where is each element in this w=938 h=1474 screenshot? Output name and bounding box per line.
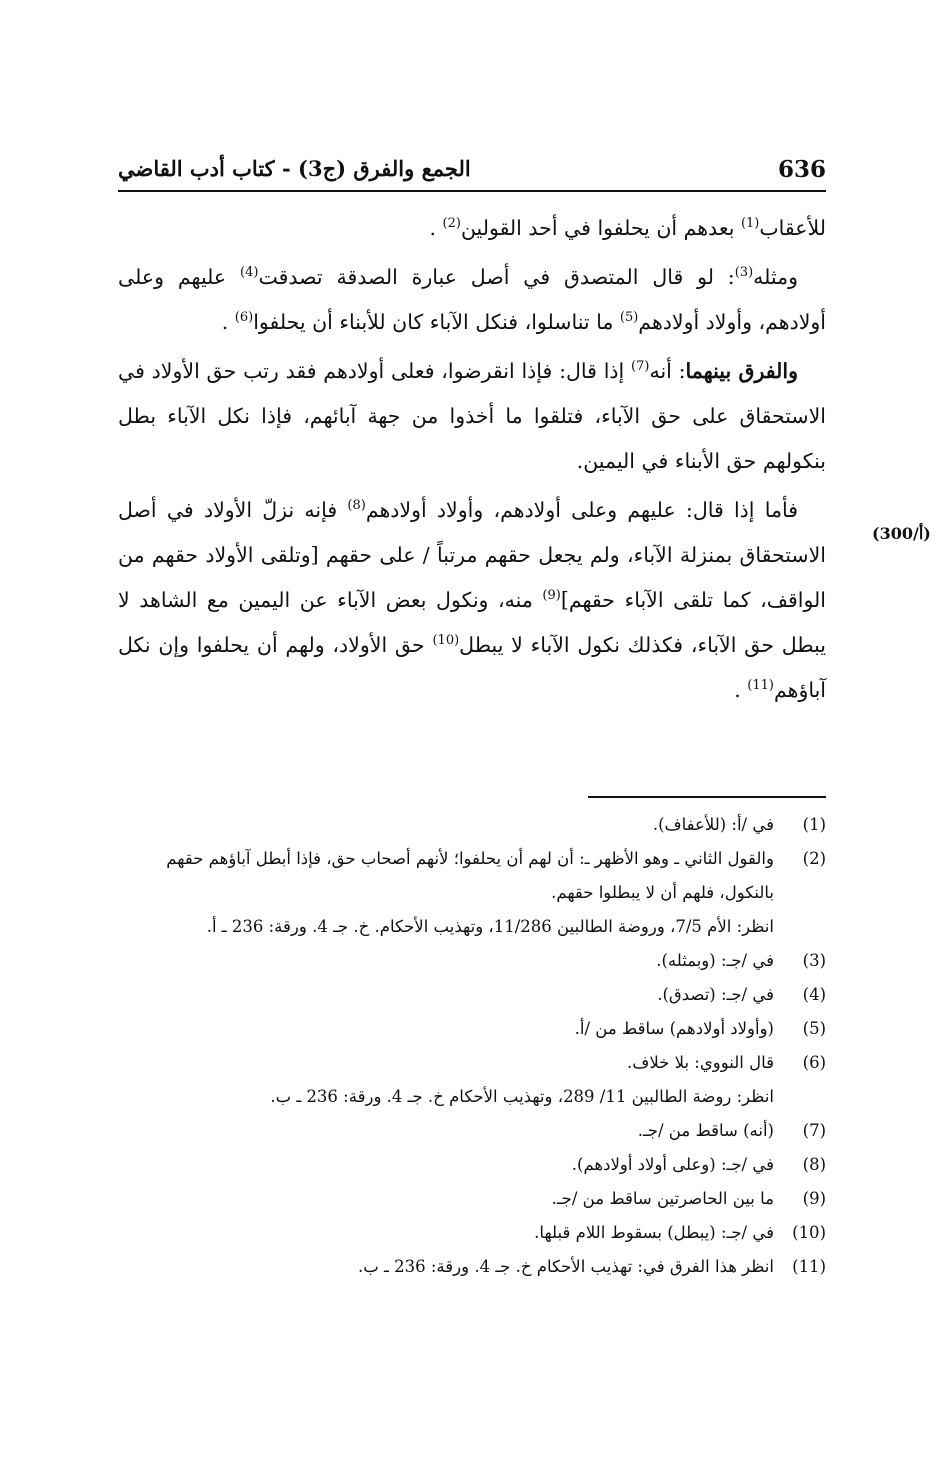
footnote-ref: (10) bbox=[432, 633, 460, 649]
footnote-ref: (8) bbox=[347, 498, 366, 514]
footnote-text: في /جـ: (تصدق). bbox=[657, 985, 774, 1004]
footnote-item bbox=[118, 1148, 826, 1182]
footnote-ref: (4) bbox=[240, 265, 259, 281]
footnote-number: (1) bbox=[802, 815, 826, 834]
footnote-item bbox=[118, 1182, 826, 1216]
text-run: ما تناسلوا، فنكل الآباء كان للأبناء أن يحلفوا bbox=[253, 310, 620, 334]
footnote-number: (6) bbox=[802, 1053, 826, 1072]
footnote-ref: (6) bbox=[234, 310, 254, 326]
footnote-item bbox=[118, 808, 826, 842]
text-run: : أنه bbox=[649, 359, 686, 383]
footnote-number: (10) bbox=[792, 1223, 826, 1242]
paragraph-3 bbox=[118, 349, 826, 484]
running-head: الجمع والفرق (ج3) - كتاب أدب القاضي bbox=[118, 156, 471, 181]
footnote-item bbox=[118, 978, 826, 1012]
footnote-ref: (9) bbox=[542, 588, 561, 604]
footnote-number: (7) bbox=[802, 1121, 826, 1140]
footnote-number: (2) bbox=[802, 849, 826, 868]
text-run: فإنه نزلّ الأولاد في أصل الاستحقاق بمنزلة الآباء، ولم يجعل حقهم مرتباً / على حقهم [وتلقى الأولاد حقهم من الواقف، كما تلقى الآباء حقهم] bbox=[118, 498, 826, 612]
footnote-number: (4) bbox=[802, 985, 826, 1004]
footnote-text: في /جـ: (وبمثله). bbox=[656, 951, 774, 970]
footnote-text: (وأولاد أولادهم) ساقط من /أ. bbox=[574, 1019, 774, 1038]
paragraph-4 bbox=[118, 488, 826, 713]
footnote-continuation: انظر: الأم 7/5، وروضة الطالبين 11/286، وتهذيب الأحكام. خ. جـ 4. ورقة: 236 ـ أ. bbox=[206, 917, 774, 936]
paragraph-2 bbox=[118, 255, 826, 345]
text-run: . bbox=[429, 216, 443, 240]
text-run: للأعقاب bbox=[759, 216, 826, 240]
footnote-item bbox=[118, 1216, 826, 1250]
footnote-separator bbox=[588, 796, 826, 798]
text-run: حق الأولاد، ولهم أن يحلفوا وإن نكل آباؤهم bbox=[118, 633, 826, 702]
text-run: عليهم وعلى أولادهم، وأولاد أولادهم bbox=[118, 265, 826, 334]
footnote-continuation: انظر: روضة الطالبين 11/ 289، وتهذيب الأحكام خ. جـ 4. ورقة: 236 ـ ب. bbox=[270, 1087, 774, 1106]
footnote-ref: (11) bbox=[747, 678, 774, 694]
footnote-item bbox=[118, 1114, 826, 1148]
text-run: منه، ونكول بعض الآباء عن اليمين مع الشاهد لا يبطل حق الآباء، فكذلك نكول الآباء لا يبطل bbox=[118, 588, 826, 657]
footnote-item bbox=[118, 1046, 826, 1080]
section-lead: والفرق بينهما bbox=[685, 359, 798, 383]
text-run: فأما إذا قال: عليهم وعلى أولادهم، وأولاد أولادهم bbox=[365, 498, 798, 522]
footnote-number: (3) bbox=[802, 951, 826, 970]
footnote-text: انظر هذا الفرق في: تهذيب الأحكام خ. جـ 4. ورقة: 236 ـ ب. bbox=[358, 1257, 774, 1276]
text-run: . bbox=[221, 310, 235, 334]
footnote-text: في /جـ: (يبطل) بسقوط اللام قبلها. bbox=[534, 1223, 774, 1242]
footnote-number: (5) bbox=[802, 1019, 826, 1038]
text-run: . bbox=[734, 678, 748, 702]
text-run: بعدهم أن يحلفوا في أحد القولين bbox=[460, 216, 741, 240]
footnote-item bbox=[118, 944, 826, 978]
manuscript-folio-marker: (300/أ) bbox=[872, 524, 931, 543]
footnote-text: والقول الثاني ـ وهو الأظهر ـ: أن لهم أن يحلفوا؛ لأنهم أصحاب حق، فإذا أبطل آباؤهم حقهم بالنكول، فلهم أن لا يبطلوا حقهم. bbox=[166, 849, 774, 902]
footnotes bbox=[118, 808, 826, 1284]
footnote-ref: (2) bbox=[442, 216, 461, 232]
footnote-text: في /جـ: (وعلى أولاد أولادهم). bbox=[571, 1155, 774, 1174]
paragraph-1 bbox=[118, 206, 826, 251]
footnote-text: ما بين الحاصرتين ساقط من /جـ. bbox=[551, 1189, 774, 1208]
footnote-text: قال النووي: بلا خلاف. bbox=[626, 1053, 774, 1072]
footnote-number: (9) bbox=[802, 1189, 826, 1208]
footnote-ref: (1) bbox=[740, 216, 760, 232]
footnote-item bbox=[118, 1250, 826, 1284]
footnote-item bbox=[118, 1012, 826, 1046]
page-number: 636 bbox=[777, 156, 826, 183]
main-text bbox=[118, 206, 826, 717]
footnote-number: (11) bbox=[792, 1257, 826, 1276]
text-run: إذا قال: فإذا انقرضوا، فعلى أولادهم فقد رتب حق الأولاد في الاستحقاق على حق الآباء، فتلقوا ما أخذوا من جهة آبائهم، فإذا نكل الآباء بطل بنكولهم حق الأبناء في اليمين. bbox=[118, 359, 826, 473]
footnote-text: في /أ: (للأعفاف). bbox=[652, 815, 774, 834]
text-run: : لو قال المتصدق في أصل عبارة الصدقة تصدقت bbox=[258, 265, 735, 289]
footnote-ref: (3) bbox=[734, 265, 754, 281]
footnote-ref: (7) bbox=[631, 359, 650, 375]
text-run: ومثله bbox=[753, 265, 798, 289]
page-header bbox=[118, 150, 826, 192]
footnote-ref: (5) bbox=[619, 310, 639, 326]
footnote-item bbox=[118, 842, 826, 910]
footnote-number: (8) bbox=[802, 1155, 826, 1174]
footnote-text: (أنه) ساقط من /جـ. bbox=[637, 1121, 774, 1140]
